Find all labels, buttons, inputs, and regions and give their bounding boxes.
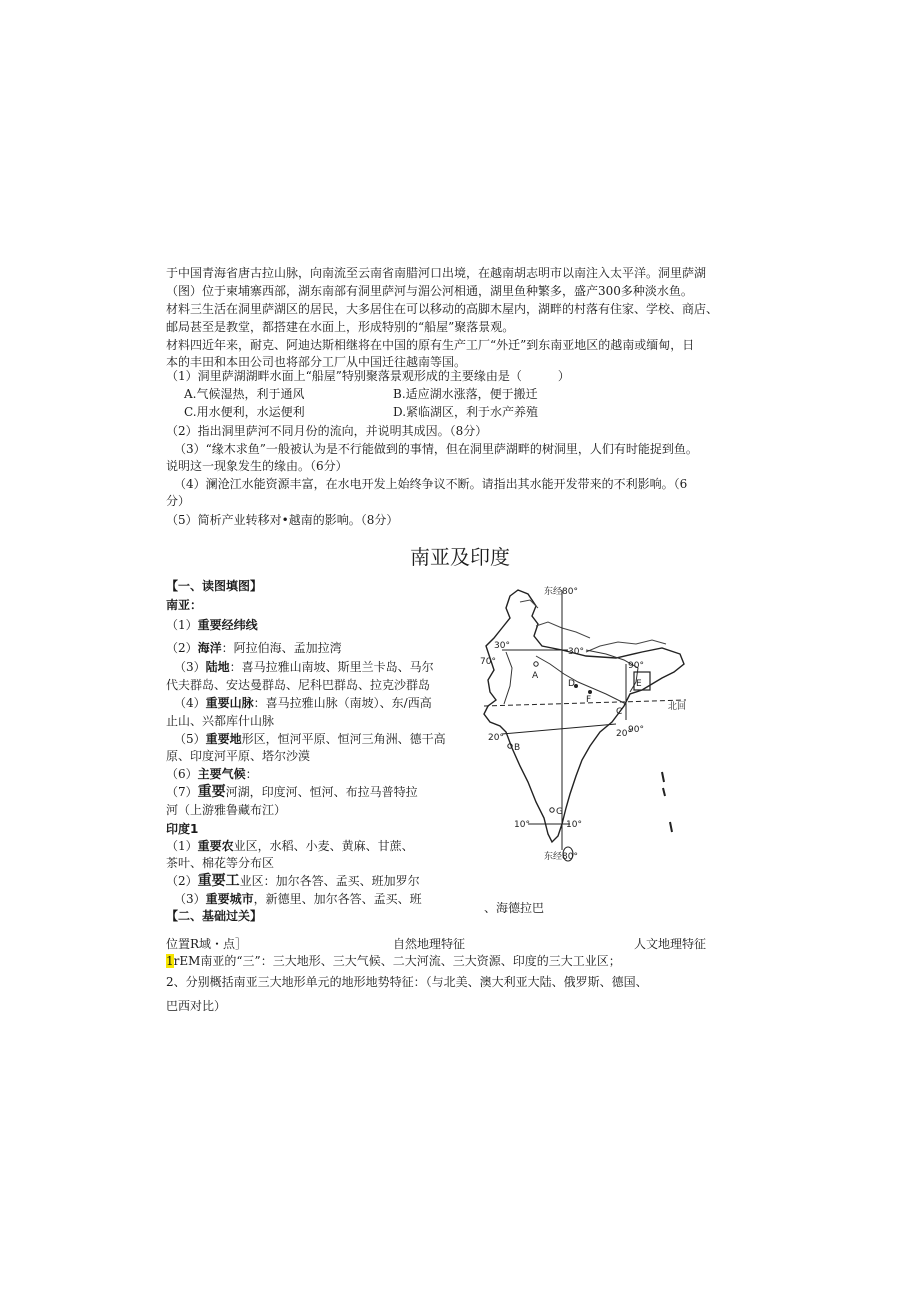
border-line (520, 600, 666, 652)
list-item: （5）重要地形区，恒河平原、恒河三角洲、德干高 (174, 732, 446, 746)
exercise-line: 巴西对比） (166, 999, 227, 1013)
label-b: B (514, 743, 521, 753)
andaman-islands (662, 772, 672, 832)
list-item: （4）重要山脉：喜马拉雅山脉（南坡）、东/西高 (174, 696, 432, 710)
material-line: （图）位于柬埔寨西部，湖东南部有洞里萨河与湄公河相通，湖里鱼种繁多，盛产300多种淡水鱼。 (166, 284, 693, 298)
question-2: （2）指出洞里萨河不同月份的流向，并说明其成因。（8分） (166, 424, 488, 438)
list-item: （6）主要气候： (166, 767, 258, 781)
exercise-line: 1rEM南亚的“三”：三大地形、三大气候、二大河流、三大资源、印度的三大工业区； (166, 954, 621, 968)
label-lon70: 70° (480, 657, 496, 667)
tropic-of-cancer (484, 700, 686, 706)
label-lat10-right: 10° (566, 820, 582, 830)
question-3-cont: 说明这一现象发生的缘由。（6分） (166, 459, 348, 473)
india-outline (484, 590, 687, 842)
label-lat20-left: 20° (488, 733, 504, 743)
label-east80-top: 东经80° (544, 587, 578, 597)
label-lat20-right: 20° (616, 729, 632, 739)
list-item: （1）重要经纬线 (166, 618, 258, 632)
point-f (588, 690, 592, 694)
river-indus (504, 652, 512, 704)
option-a: A.气候湿热，利于通风 (184, 387, 305, 401)
list-item: （1）重要农业区，水稻、小麦、黄麻、甘蔗、 (166, 839, 414, 853)
question-1: （1）洞里萨湖湖畔水面上“船屋”特别聚落景观形成的主要缘由是（ ） (166, 369, 570, 383)
label-east80-bottom: 东经80° (544, 852, 578, 862)
south-asia-map (466, 582, 704, 864)
list-item-cont: 原、印度河平原、塔尔沙漠 (166, 749, 311, 763)
material-line: 于中国青海省唐古拉山脉，向南流至云南省南腊河口出境，在越南胡志明市以南注入太平洋。洞里萨湖 (166, 266, 707, 280)
list-item-cont: 止山、兴都库什山脉 (166, 714, 275, 728)
question-3: （3）“缘木求鱼”一般被认为是不行能做到的事情，但在洞里萨湖畔的树洞里，人们有时能捉到鱼。 (174, 442, 698, 456)
question-5: （5）简析产业转移对•越南的影响。（8分） (166, 513, 399, 527)
list-item: （3）陆地：喜马拉雅山南坡、斯里兰卡岛、马尔 (174, 660, 434, 674)
question-4-cont: 分） (166, 494, 191, 508)
list-item: （2）重要工业区：加尔各答、孟买、班加罗尔 (166, 873, 420, 889)
list-item-cont: 茶叶、棉花等分布区 (166, 856, 275, 870)
table-header-location: 位置R域・点］ (166, 937, 248, 951)
list-item: （2）海洋：阿拉伯海、孟加拉湾 (166, 641, 342, 655)
list-item: （3）重要城市，新德里、加尔各答、孟买、班 (174, 892, 422, 906)
option-c: C.用水便利，水运便利 (184, 405, 305, 419)
material-line: 邮局甚至是教堂，都搭建在水面上，形成特别的“船屋”聚落景观。 (166, 320, 515, 334)
label-tropic: 北回 (668, 702, 687, 712)
label-e: E (636, 679, 642, 689)
label-lon90-bottom: 90° (628, 725, 644, 735)
label-lon90-top: 90° (628, 661, 644, 671)
material-line: 材料四近年来，耐克、阿迪达斯相继将在中国的原有生产工厂“外迁”到东南亚地区的越南或缅甸，日 (166, 338, 695, 352)
river-ganges (536, 656, 626, 704)
point-g (550, 808, 554, 812)
label-c: C (616, 707, 623, 717)
subheading-south-asia: 南亚： (166, 598, 203, 612)
list-item-cont: 河（上游雅鲁藏布江） (166, 803, 287, 817)
section-heading: 【一、读图填图】 (166, 579, 263, 593)
list-item-cont: 代夫群岛、安达曼群岛、尼科巴群岛、拉克沙群岛 (166, 678, 431, 692)
material-line: 材料三生活在洞里萨湖区的居民，大多居住在可以移动的高脚木屋内，湖畔的村落有住家、学校、商店、 (166, 302, 719, 316)
exercise-line: 2、分别概括南亚三大地形单元的地形地势特征：（与北美、澳大利亚大陆、俄罗斯、德国、 (166, 975, 648, 989)
label-lat10-left: 10° (514, 820, 530, 830)
label-lat30-left: 30° (494, 641, 510, 651)
highlight-mark: 1 (166, 954, 174, 968)
section-heading: 【二、基础过关】 (166, 909, 263, 923)
point-a (534, 662, 538, 666)
label-g: G (556, 807, 563, 817)
page-title: 南亚及印度 (410, 545, 510, 569)
label-f: F (586, 695, 592, 705)
table-header-natural: 自然地理特征 (393, 937, 466, 951)
table-header-human: 人文地理特征 (634, 937, 707, 951)
option-d: D.紧临湖区，利于水产养殖 (393, 405, 539, 419)
material-line: 本的丰田和本田公司也将部分工厂从中国迁往越南等国。 (166, 355, 467, 369)
option-b: B.适应湖水涨落，便于搬迁 (393, 387, 538, 401)
label-a: A (532, 671, 539, 681)
list-item: （7）重要河湖，印度河、恒河、布拉马普特拉 (166, 784, 418, 800)
question-4: （4）澜沧江水能资源丰富，在水电开发上始终争议不断。请指出其水能开发带来的不利影响。（6 (174, 477, 688, 491)
subheading-india: 印度1 (166, 822, 199, 836)
label-lat30-right: 30° (568, 647, 584, 657)
list-item-cont: 、海德拉巴 (484, 901, 545, 915)
label-d: D (568, 679, 575, 689)
